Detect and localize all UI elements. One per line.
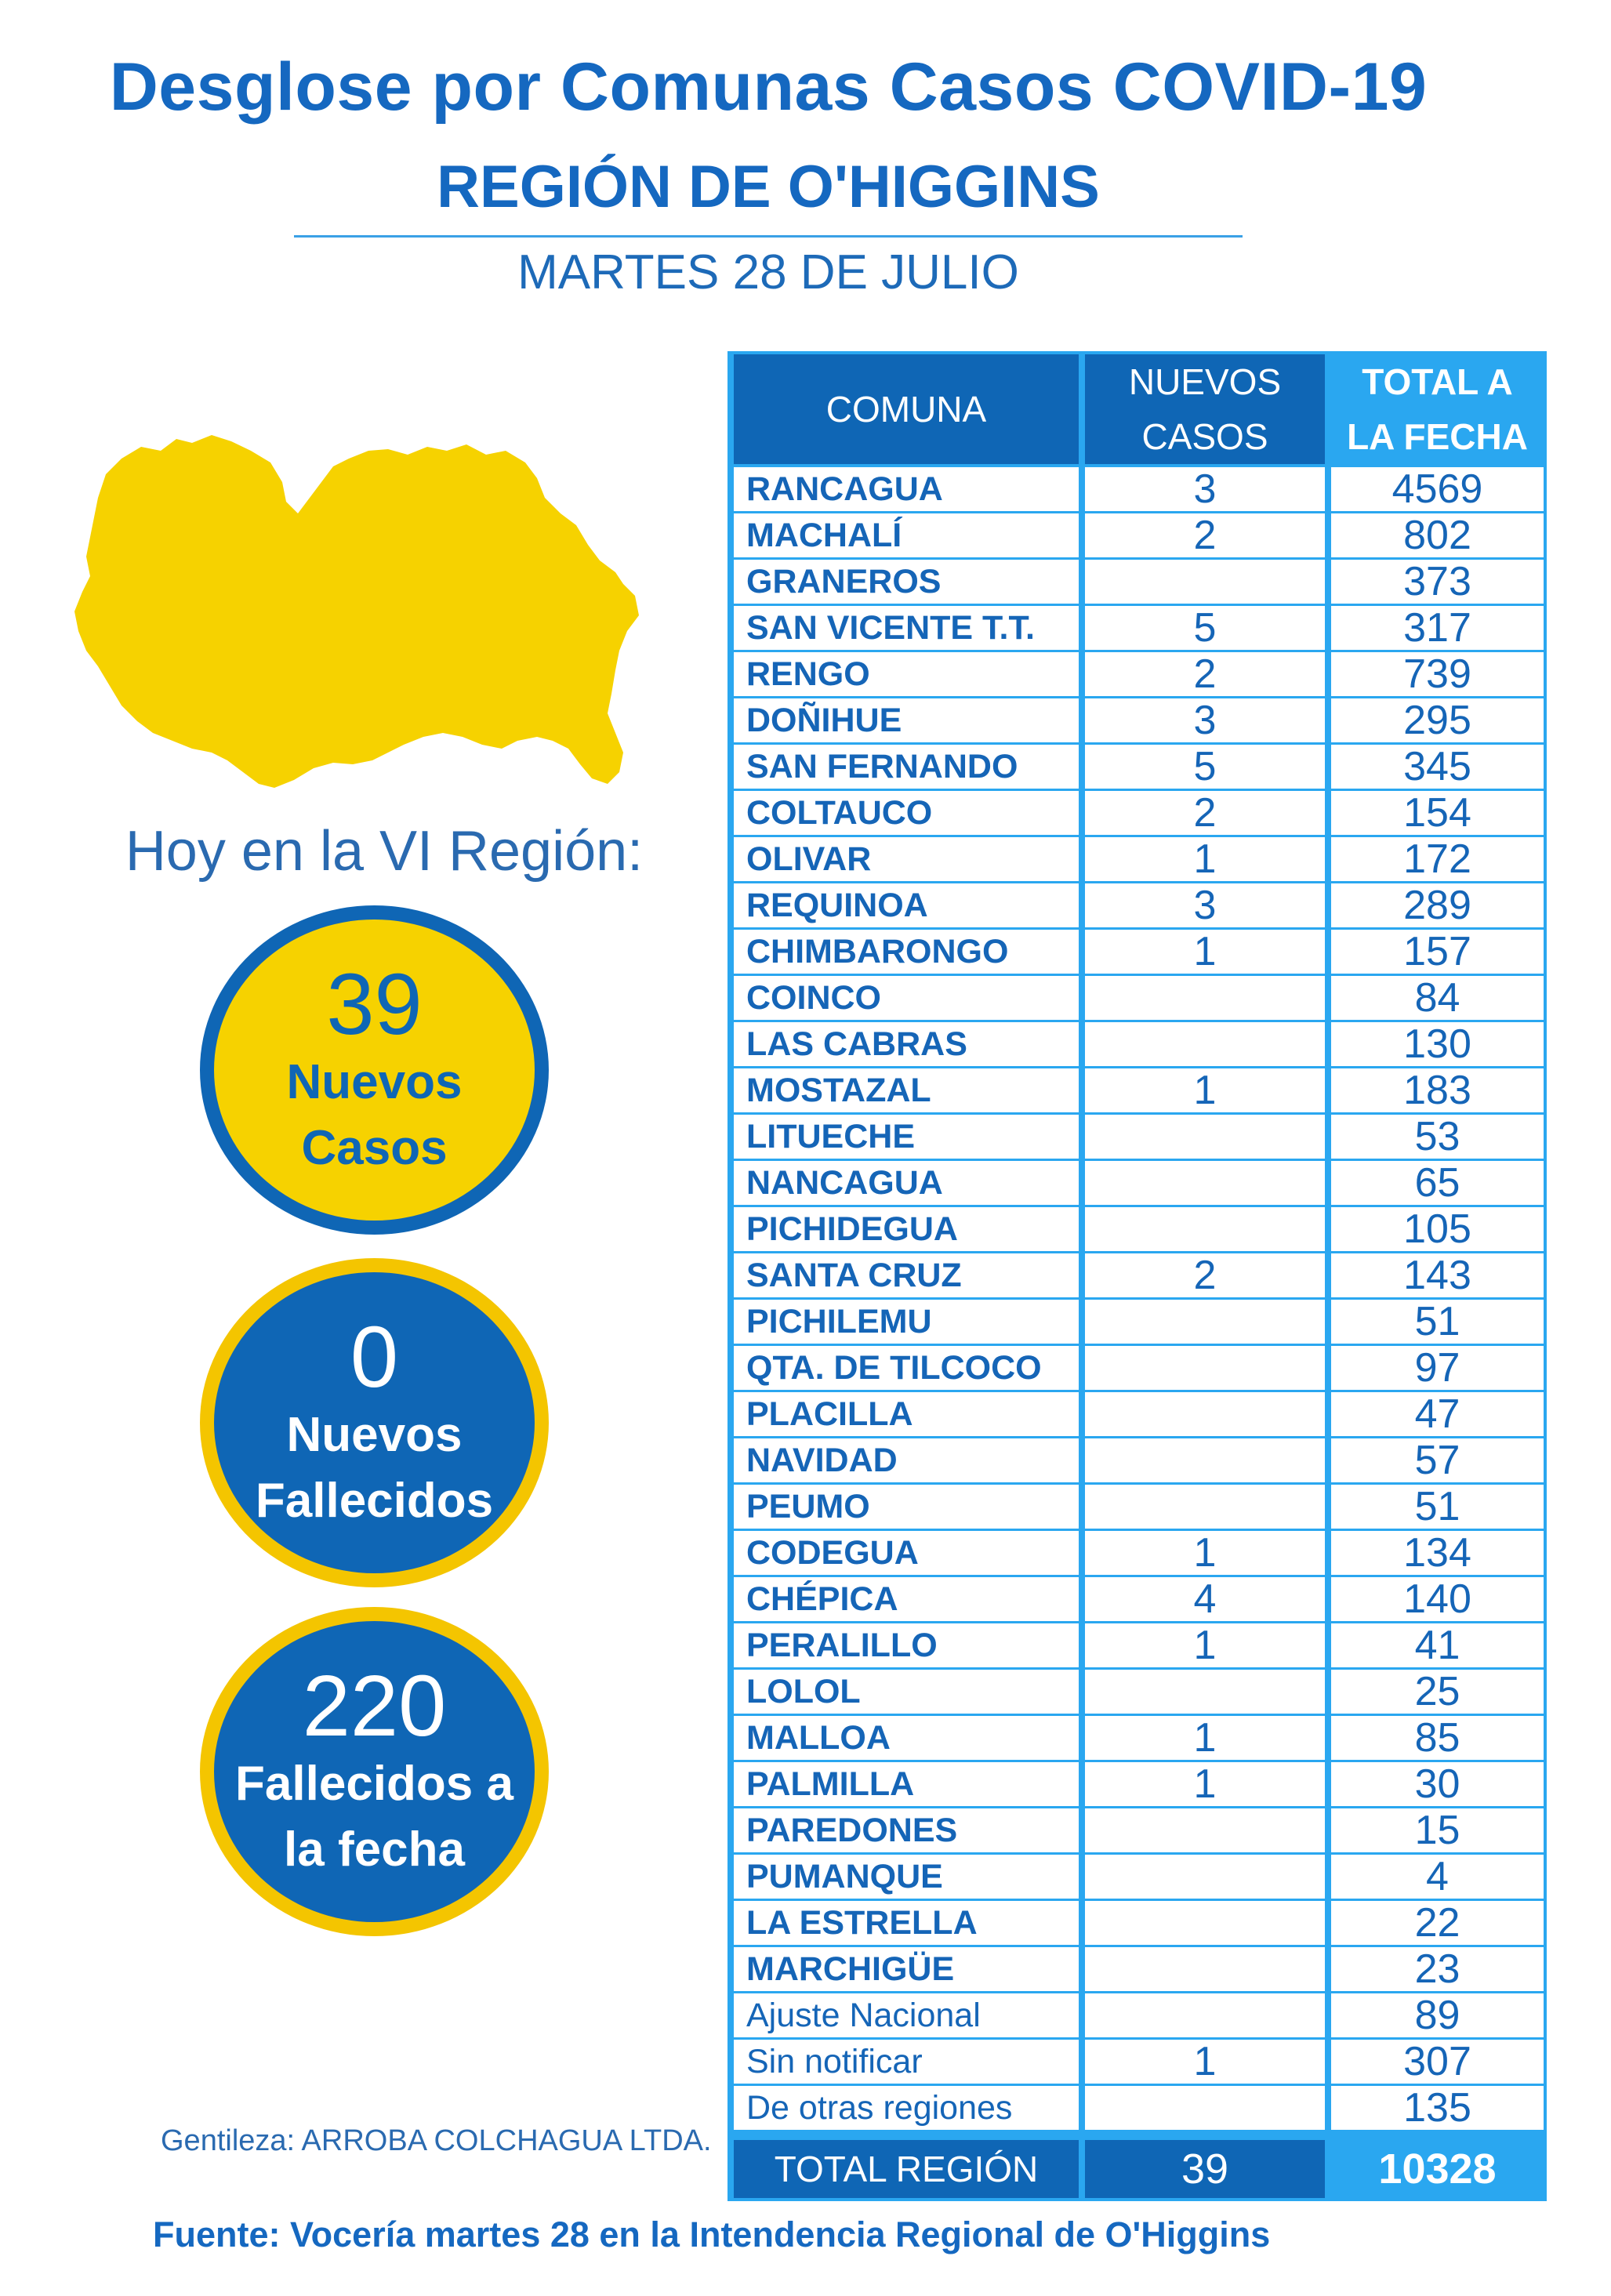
- comuna-name: COINCO: [734, 976, 1079, 1020]
- total-cell: 65: [1331, 1161, 1544, 1205]
- new-cases-cell: 1: [1085, 1068, 1325, 1112]
- table-row: [731, 1300, 1544, 1344]
- comuna-name: CHIMBARONGO: [734, 930, 1079, 974]
- credits-text: Gentileza: ARROBA COLCHAGUA LTDA.: [161, 2124, 712, 2157]
- total-cell: 105: [1331, 1207, 1544, 1251]
- new-cases-cell: 1: [1085, 1716, 1325, 1760]
- total-cases: 10328: [1331, 2140, 1544, 2198]
- total-cell: 295: [1331, 698, 1544, 742]
- table-row: [731, 1207, 1544, 1251]
- comuna-name: Ajuste Nacional: [734, 1993, 1079, 2037]
- region-title: REGIÓN DE O'HIGGINS: [437, 154, 1100, 220]
- table-row: [731, 976, 1544, 1020]
- comuna-name: MACHALÍ: [734, 513, 1079, 557]
- total-cell: 51: [1331, 1300, 1544, 1344]
- table-header: [731, 354, 1544, 464]
- total-cell: 30: [1331, 1762, 1544, 1806]
- total-cell: 143: [1331, 1253, 1544, 1297]
- table-row: [731, 1623, 1544, 1667]
- new-cases-label-2: Casos: [301, 1120, 448, 1175]
- total-cell: 4: [1331, 1855, 1544, 1899]
- new-cases-cell: 4: [1085, 1577, 1325, 1621]
- table-row: [731, 1022, 1544, 1066]
- total-cell: 345: [1331, 745, 1544, 789]
- new-cases-cell: 2: [1085, 652, 1325, 696]
- new-cases-cell: 3: [1085, 698, 1325, 742]
- new-cases-cell: 3: [1085, 883, 1325, 927]
- new-deaths-badge: [200, 1258, 549, 1587]
- comuna-name: PALMILLA: [734, 1762, 1079, 1806]
- table-row: [731, 1670, 1544, 1714]
- table-row: [731, 1855, 1544, 1899]
- new-cases-cell: [1085, 1438, 1325, 1482]
- title-divider: [294, 235, 1243, 238]
- comuna-name: LOLOL: [734, 1670, 1079, 1714]
- comuna-name: MARCHIGÜE: [734, 1947, 1079, 1991]
- region-map-icon: [74, 427, 690, 803]
- new-cases-cell: 1: [1085, 1623, 1325, 1667]
- comuna-name: PEUMO: [734, 1485, 1079, 1529]
- total-cell: 25: [1331, 1670, 1544, 1714]
- new-cases-cell: 2: [1085, 1253, 1325, 1297]
- total-cell: 57: [1331, 1438, 1544, 1482]
- new-cases-cell: 5: [1085, 745, 1325, 789]
- total-cell: 89: [1331, 1993, 1544, 2037]
- comuna-name: MALLOA: [734, 1716, 1079, 1760]
- comuna-name: SAN VICENTE T.T.: [734, 606, 1079, 650]
- new-cases-cell: [1085, 1161, 1325, 1205]
- new-cases-cell: [1085, 1670, 1325, 1714]
- new-cases-cell: [1085, 1022, 1325, 1066]
- total-cell: 22: [1331, 1901, 1544, 1945]
- table-row: [731, 1068, 1544, 1112]
- table-row: [731, 698, 1544, 742]
- table-row: [731, 2040, 1544, 2084]
- total-cell: 47: [1331, 1392, 1544, 1436]
- new-cases-cell: [1085, 1392, 1325, 1436]
- total-cell: 154: [1331, 791, 1544, 835]
- total-cell: 739: [1331, 652, 1544, 696]
- new-deaths-label-2: Fallecidos: [255, 1473, 494, 1528]
- table-row: [731, 1346, 1544, 1390]
- comuna-name: SANTA CRUZ: [734, 1253, 1079, 1297]
- total-cell: 85: [1331, 1716, 1544, 1760]
- table-row: [731, 1485, 1544, 1529]
- comuna-name: RANCAGUA: [734, 467, 1079, 511]
- new-cases-cell: 3: [1085, 467, 1325, 511]
- table-row: [731, 1392, 1544, 1436]
- new-cases-badge: [200, 905, 549, 1235]
- total-cell: 97: [1331, 1346, 1544, 1390]
- new-cases-cell: [1085, 1855, 1325, 1899]
- total-cell: 317: [1331, 606, 1544, 650]
- table-row: [731, 1762, 1544, 1806]
- report-date: MARTES 28 DE JULIO: [517, 245, 1019, 299]
- total-cell: 183: [1331, 1068, 1544, 1112]
- comuna-name: Sin notificar: [734, 2040, 1079, 2084]
- new-cases-cell: [1085, 976, 1325, 1020]
- new-cases-label-1: Nuevos: [286, 1055, 463, 1110]
- table-row: [731, 513, 1544, 557]
- total-cell: 130: [1331, 1022, 1544, 1066]
- comuna-name: PAREDONES: [734, 1808, 1079, 1852]
- comuna-name: GRANEROS: [734, 560, 1079, 604]
- total-cell: 4569: [1331, 467, 1544, 511]
- new-cases-cell: 2: [1085, 791, 1325, 835]
- table-row: [731, 1115, 1544, 1159]
- table-row: [731, 1577, 1544, 1621]
- comuna-name: RENGO: [734, 652, 1079, 696]
- comuna-name: PLACILLA: [734, 1392, 1079, 1436]
- total-cell: 157: [1331, 930, 1544, 974]
- header-total: [1331, 354, 1544, 464]
- comuna-name: NANCAGUA: [734, 1161, 1079, 1205]
- table-row: [731, 883, 1544, 927]
- header-comuna: COMUNA: [734, 354, 1079, 464]
- comuna-name: OLIVAR: [734, 837, 1079, 881]
- table-row: [731, 745, 1544, 789]
- page-title: Desglose por Comunas Casos COVID-19: [109, 49, 1428, 125]
- total-cell: 15: [1331, 1808, 1544, 1852]
- table-row: [731, 930, 1544, 974]
- table-row: [731, 1808, 1544, 1852]
- table-row: [731, 791, 1544, 835]
- new-cases-cell: 1: [1085, 2040, 1325, 2084]
- table-row: [731, 1531, 1544, 1575]
- header-nuevos-line-2: CASOS: [1141, 416, 1268, 457]
- new-cases-cell: [1085, 1947, 1325, 1991]
- table-row: [731, 560, 1544, 604]
- total-cell: 53: [1331, 1115, 1544, 1159]
- table-row: [731, 1716, 1544, 1760]
- total-cell: 84: [1331, 976, 1544, 1020]
- today-label: Hoy en la VI Región:: [125, 820, 644, 883]
- comuna-name: QTA. DE TILCOCO: [734, 1346, 1079, 1390]
- comuna-name: REQUINOA: [734, 883, 1079, 927]
- comunas-table: [727, 351, 1547, 2201]
- comuna-name: NAVIDAD: [734, 1438, 1079, 1482]
- total-cell: 307: [1331, 2040, 1544, 2084]
- new-deaths-value: 0: [350, 1308, 399, 1406]
- total-deaths-label-1: Fallecidos a: [235, 1757, 513, 1812]
- new-deaths-label-1: Nuevos: [286, 1408, 463, 1463]
- table-row: [731, 652, 1544, 696]
- table-row: [731, 1993, 1544, 2037]
- comuna-name: LA ESTRELLA: [734, 1901, 1079, 1945]
- comuna-name: PICHILEMU: [734, 1300, 1079, 1344]
- source-text: Fuente: Vocería martes 28 en la Intendencia Regional de O'Higgins: [153, 2214, 1271, 2254]
- new-cases-cell: [1085, 1207, 1325, 1251]
- comuna-name: PERALILLO: [734, 1623, 1079, 1667]
- new-cases-cell: [1085, 2086, 1325, 2130]
- total-cell: 373: [1331, 560, 1544, 604]
- header-nuevos: [1085, 354, 1325, 464]
- total-new-cases: 39: [1085, 2140, 1325, 2198]
- new-cases-cell: 2: [1085, 513, 1325, 557]
- header-total-line-2: LA FECHA: [1347, 416, 1528, 457]
- new-cases-cell: [1085, 560, 1325, 604]
- table-row: [731, 2086, 1544, 2130]
- table-row: [731, 837, 1544, 881]
- comuna-name: SAN FERNANDO: [734, 745, 1079, 789]
- total-cell: 134: [1331, 1531, 1544, 1575]
- new-cases-cell: [1085, 1115, 1325, 1159]
- total-cell: 802: [1331, 513, 1544, 557]
- comuna-name: MOSTAZAL: [734, 1068, 1079, 1112]
- total-deaths-badge: [200, 1607, 549, 1936]
- new-cases-cell: 5: [1085, 606, 1325, 650]
- header-total-line-1: TOTAL A: [1362, 361, 1513, 402]
- table-row: [731, 606, 1544, 650]
- total-cell: 172: [1331, 837, 1544, 881]
- new-cases-cell: [1085, 1901, 1325, 1945]
- table-row: [731, 1947, 1544, 1991]
- table-row: [731, 1253, 1544, 1297]
- comuna-name: LITUECHE: [734, 1115, 1079, 1159]
- total-label: TOTAL REGIÓN: [734, 2140, 1079, 2198]
- total-cell: 289: [1331, 883, 1544, 927]
- total-deaths-label-2: la fecha: [284, 1822, 465, 1877]
- new-cases-cell: 1: [1085, 930, 1325, 974]
- table-body: [731, 467, 1544, 2132]
- table-total-row: [731, 2140, 1544, 2198]
- new-cases-cell: [1085, 1300, 1325, 1344]
- comuna-name: PUMANQUE: [734, 1855, 1079, 1899]
- new-cases-value: 39: [326, 956, 423, 1053]
- new-cases-cell: [1085, 1808, 1325, 1852]
- comuna-name: DOÑIHUE: [734, 698, 1079, 742]
- comuna-name: COLTAUCO: [734, 791, 1079, 835]
- total-cell: 23: [1331, 1947, 1544, 1991]
- comuna-name: PICHIDEGUA: [734, 1207, 1079, 1251]
- table-row: [731, 1438, 1544, 1482]
- comuna-name: De otras regiones: [734, 2086, 1079, 2130]
- new-cases-cell: 1: [1085, 837, 1325, 881]
- comuna-name: LAS CABRAS: [734, 1022, 1079, 1066]
- new-cases-cell: [1085, 1993, 1325, 2037]
- total-cell: 51: [1331, 1485, 1544, 1529]
- comuna-name: CHÉPICA: [734, 1577, 1079, 1621]
- total-cell: 135: [1331, 2086, 1544, 2130]
- total-deaths-value: 220: [302, 1657, 447, 1754]
- new-cases-cell: [1085, 1485, 1325, 1529]
- new-cases-cell: 1: [1085, 1531, 1325, 1575]
- total-cell: 140: [1331, 1577, 1544, 1621]
- table-row: [731, 1161, 1544, 1205]
- table-row: [731, 467, 1544, 511]
- new-cases-cell: 1: [1085, 1762, 1325, 1806]
- comuna-name: CODEGUA: [734, 1531, 1079, 1575]
- total-cell: 41: [1331, 1623, 1544, 1667]
- table-row: [731, 1901, 1544, 1945]
- header-nuevos-line-1: NUEVOS: [1128, 361, 1282, 402]
- new-cases-cell: [1085, 1346, 1325, 1390]
